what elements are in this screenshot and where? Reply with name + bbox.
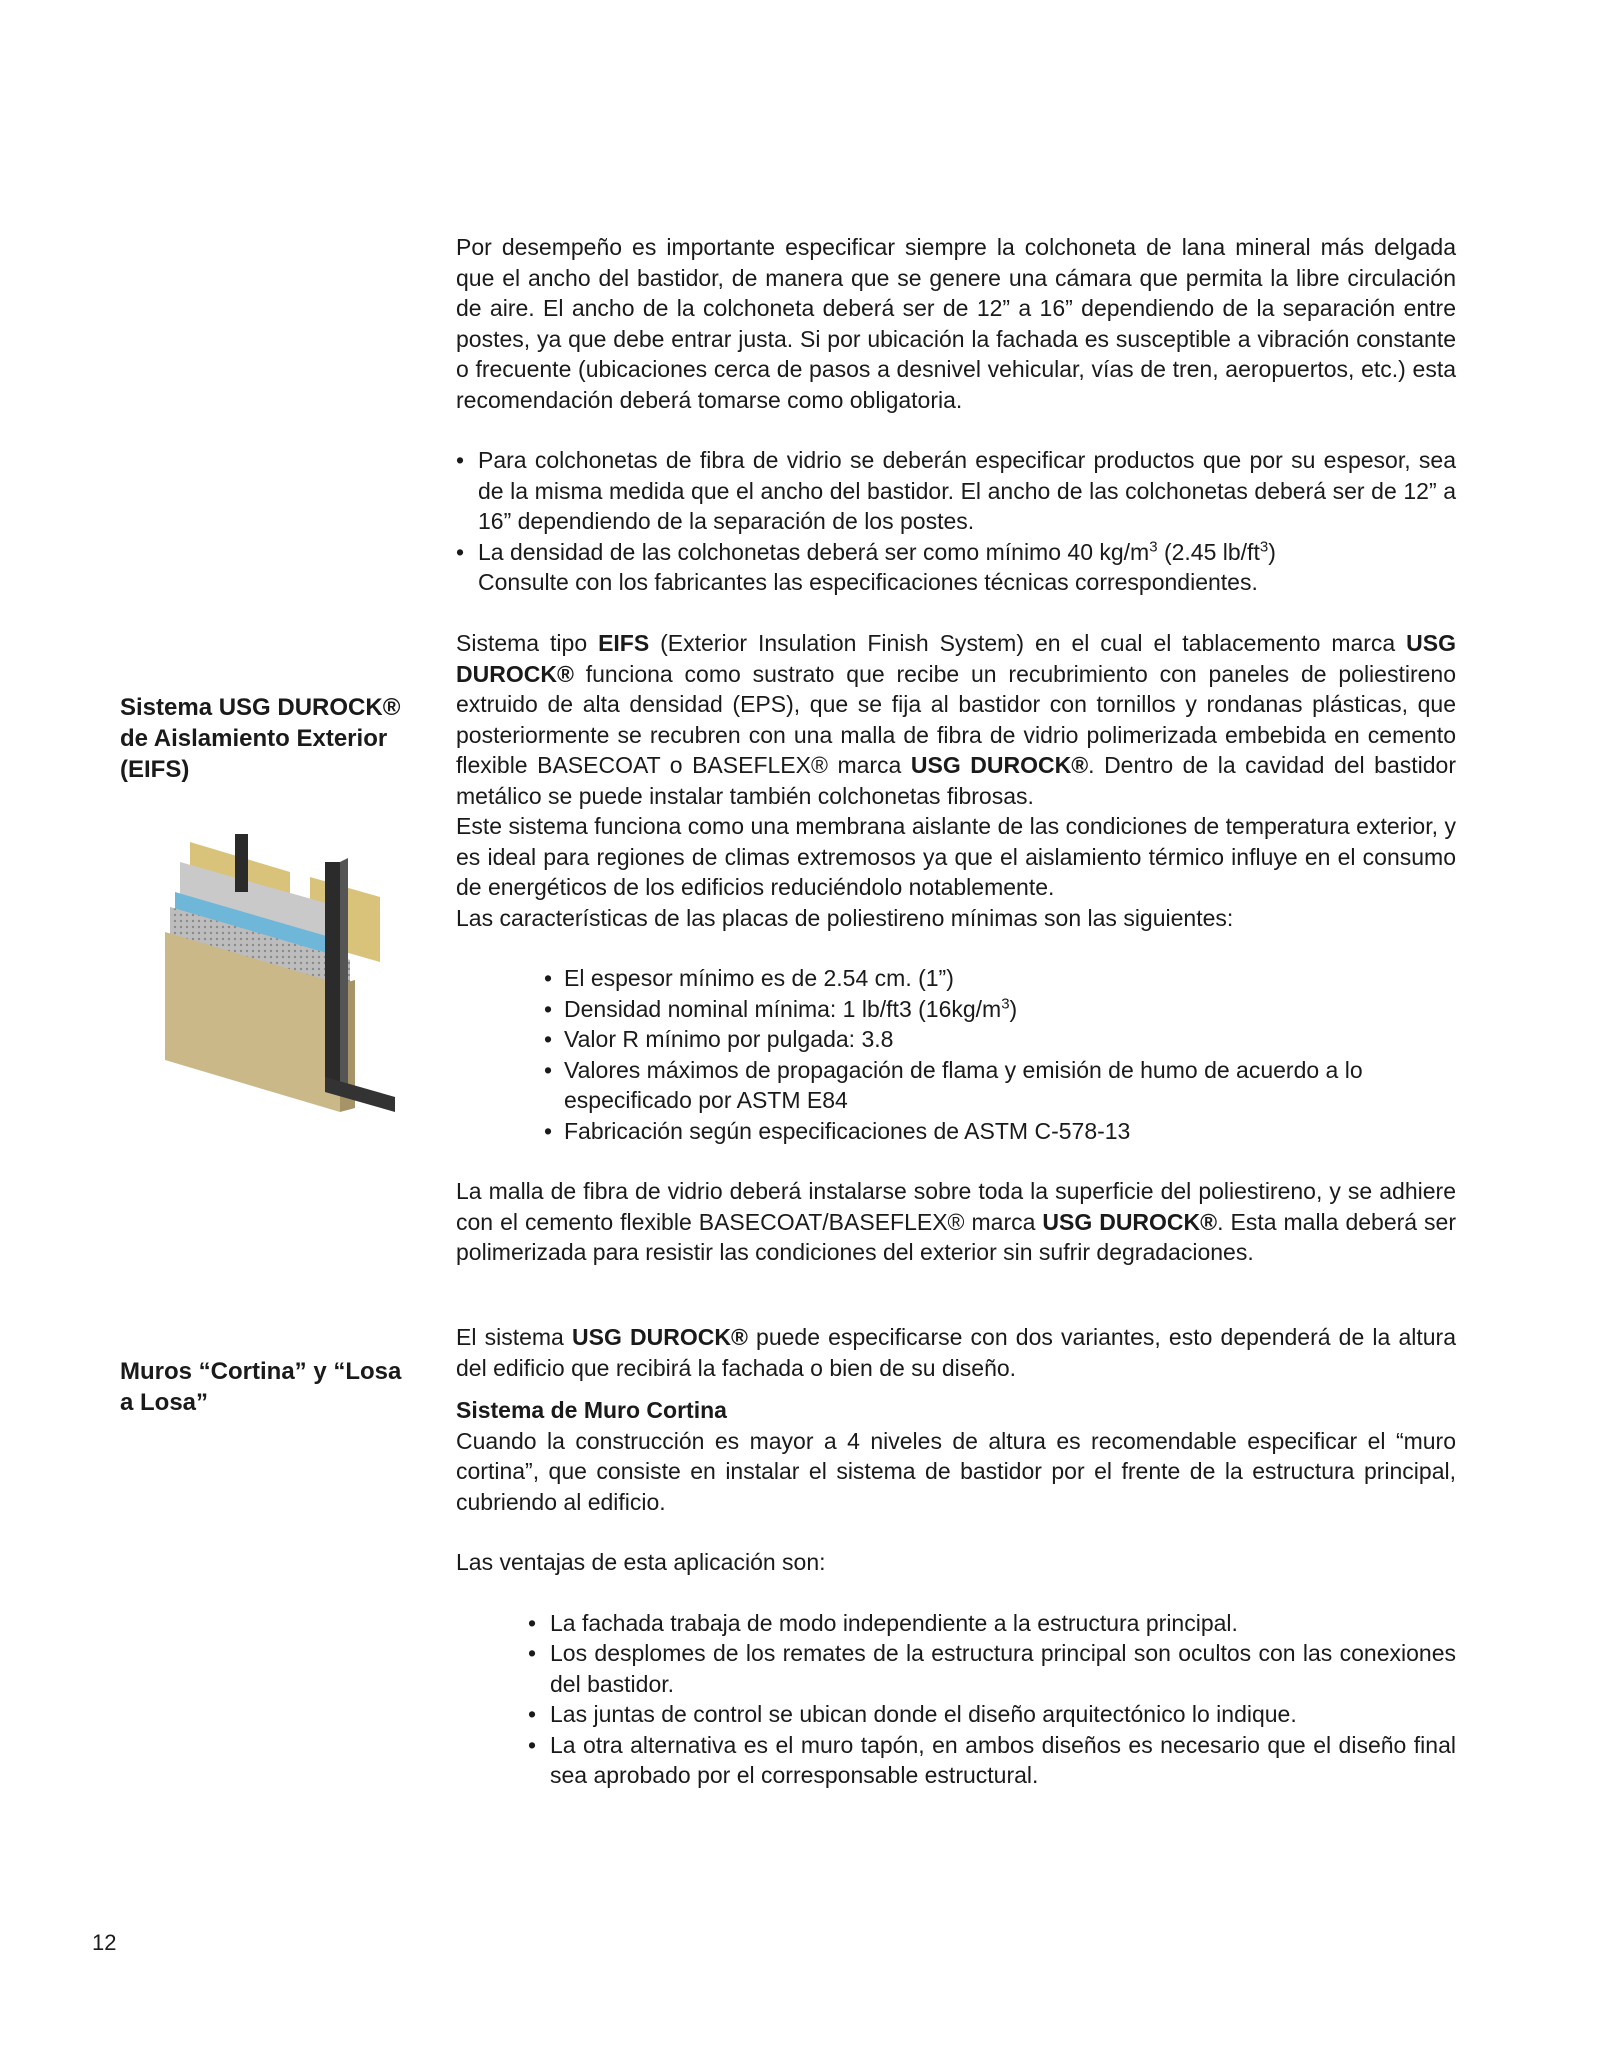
text: . Esta malla deberá ser polimerizada para resistir las condiciones del exterior sin sufrir degradaciones.	[456, 1208, 1456, 1265]
eps-properties-list	[544, 963, 1456, 1146]
steel-stud-side	[340, 858, 348, 1092]
list-item-text: Consulte con los fabricantes las especificaciones técnicas correspondientes.	[478, 569, 1258, 595]
text: La malla de fibra de vidrio deberá instalarse sobre toda la superficie del poliestireno, y se adhiere con el cemento flexible BASECOAT/BASEFLEX® marca	[456, 1178, 1456, 1235]
list-item	[544, 1055, 1456, 1116]
list-item-text: )	[1268, 538, 1276, 565]
muros-paragraph-1	[456, 1322, 1456, 1383]
list-item	[456, 537, 1456, 598]
list-item	[544, 1116, 1456, 1147]
superscript: 3	[1149, 537, 1158, 555]
list-item	[544, 994, 1456, 1025]
muro-cortina-subheading: Sistema de Muro Cortina	[456, 1397, 727, 1423]
list-item-text: La otra alternativa es el muro tapón, en ambos diseños es necesario que el diseño final sea aprobado por el corresponsable estructural.	[550, 1731, 1456, 1788]
text: Sistema tipo	[456, 630, 599, 656]
eifs-heading: Sistema USG DUROCK® de Aislamiento Exterior (EIFS)	[120, 694, 401, 783]
list-item-text: La fachada trabaja de modo independiente a la estructura principal.	[550, 1609, 1238, 1636]
superscript: 3	[1001, 994, 1010, 1012]
list-item	[544, 1024, 1456, 1055]
list-item-text: Los desplomes de los remates de la estructura principal son ocultos con las conexiones del bastidor.	[550, 1640, 1456, 1697]
steel-stud	[325, 862, 340, 1092]
list-item-text: Valores máximos de propagación de flama y emisión de humo de acuerdo a lo especificado por ASTM E84	[564, 1056, 1363, 1113]
list-item-text: La densidad de las colchonetas deberá ser como mínimo 40 kg/m	[478, 538, 1150, 565]
list-item-text: Densidad nominal mínima: 1 lb/ft3 (16kg/m	[564, 995, 1002, 1022]
bold-text: EIFS	[598, 630, 650, 656]
text: . Dentro de la cavidad del bastidor metálico se puede instalar también colchonetas fibrosas.	[456, 752, 1457, 809]
intro-paragraph: Por desempeño es importante especificar siempre la colchoneta de lana mineral más delgada que el ancho del bastidor, de manera que se genere una cámara que permita la libre circulación de aire. El ancho de la colchoneta deberá ser de 12” a 16” dependiendo de la separación entre postes, ya que debe entrar justa. Si por ubicación la fachada es susceptible a vibración constante o frecuente (ubicaciones cerca de pasos a desnivel vehicular, vías de tren, aeropuertos, etc.) esta recomendación deberá tomarse como obligatoria.	[456, 234, 1456, 413]
eifs-paragraph-4	[456, 1176, 1456, 1268]
list-item-text: Fabricación según especificaciones de ASTM C-578-13	[564, 1117, 1131, 1144]
brand-text: USG DUROCK®	[1042, 1208, 1218, 1235]
muros-heading: Muros “Cortina” y “Losa a Losa”	[120, 1358, 402, 1416]
list-item	[528, 1638, 1456, 1699]
brand-text: USG DUROCK®	[910, 752, 1089, 778]
list-item-text: Las juntas de control se ubican donde el diseño arquitectónico lo indique.	[550, 1701, 1297, 1727]
brand-text: USG DUROCK®	[456, 630, 1456, 687]
page-number: 12	[92, 1930, 117, 1955]
list-item-text: (2.45 lb/ft	[1157, 538, 1260, 565]
eifs-section	[456, 628, 1456, 1268]
text: puede especificarse con dos variantes, esto dependerá de la altura del edificio que recibirá la fachada o bien de su diseño.	[456, 1324, 1456, 1381]
eifs-paragraph-1	[456, 628, 1456, 811]
list-item	[528, 1730, 1456, 1791]
list-item	[544, 963, 1456, 994]
intro-bullet-list	[456, 445, 1456, 598]
muros-paragraph-2: Cuando la construcción es mayor a 4 niveles de altura es recomendable especificar el “muro cortina”, que consiste en instalar el sistema de bastidor por el frente de la estructura principal, cubriendo al edificio.	[456, 1427, 1456, 1515]
ventajas-list	[528, 1608, 1456, 1791]
text: (Exterior Insulation Finish System) en el cual el tablacemento marca	[649, 630, 1407, 656]
list-item-text: )	[1009, 995, 1018, 1022]
list-item	[528, 1608, 1456, 1639]
intro-section	[456, 232, 1456, 598]
brand-text: USG DUROCK®	[572, 1324, 748, 1350]
list-item-text: El espesor mínimo es de 2.54 cm. (1”)	[564, 965, 954, 991]
muros-section	[456, 1322, 1456, 1791]
list-item	[456, 445, 1456, 537]
muros-paragraph-3: Las ventajas de esta aplicación son:	[456, 1549, 826, 1575]
superscript: 3	[1259, 537, 1269, 555]
eifs-wall-diagram	[160, 822, 420, 1122]
text: funciona como sustrato que recibe un recubrimiento con paneles de poliestireno extruido de alta densidad (EPS), que se fija al bastidor con tornillos y rondanas plásticas, que posteriormente se recubren con una malla de fibra de vidrio polimerizada embebida en cemento flexible BASECOAT o BASEFLEX® marca	[456, 660, 1456, 778]
list-item-text: Valor R mínimo por pulgada: 3.8	[564, 1026, 894, 1052]
steel-stud	[235, 834, 248, 892]
list-item-text: Para colchonetas de fibra de vidrio se deberán especificar productos que por su espesor, sea de la misma medida que el ancho del bastidor. El ancho de las colchonetas deberá ser de 12” a 16” dependiendo de la separación de los postes.	[478, 447, 1456, 534]
list-item	[528, 1699, 1456, 1730]
text: El sistema	[456, 1324, 573, 1350]
eifs-paragraph-2: Este sistema funciona como una membrana aislante de las condiciones de temperatura exterior, y es ideal para regiones de climas extremosos ya que el aislamiento térmico influye en el consumo de energéticos de los edificios reduciéndolo notablemente.	[456, 813, 1456, 900]
eifs-wall-illustration	[160, 822, 420, 1122]
eifs-paragraph-3: Las características de las placas de poliestireno mínimas son las siguientes:	[456, 904, 1234, 931]
